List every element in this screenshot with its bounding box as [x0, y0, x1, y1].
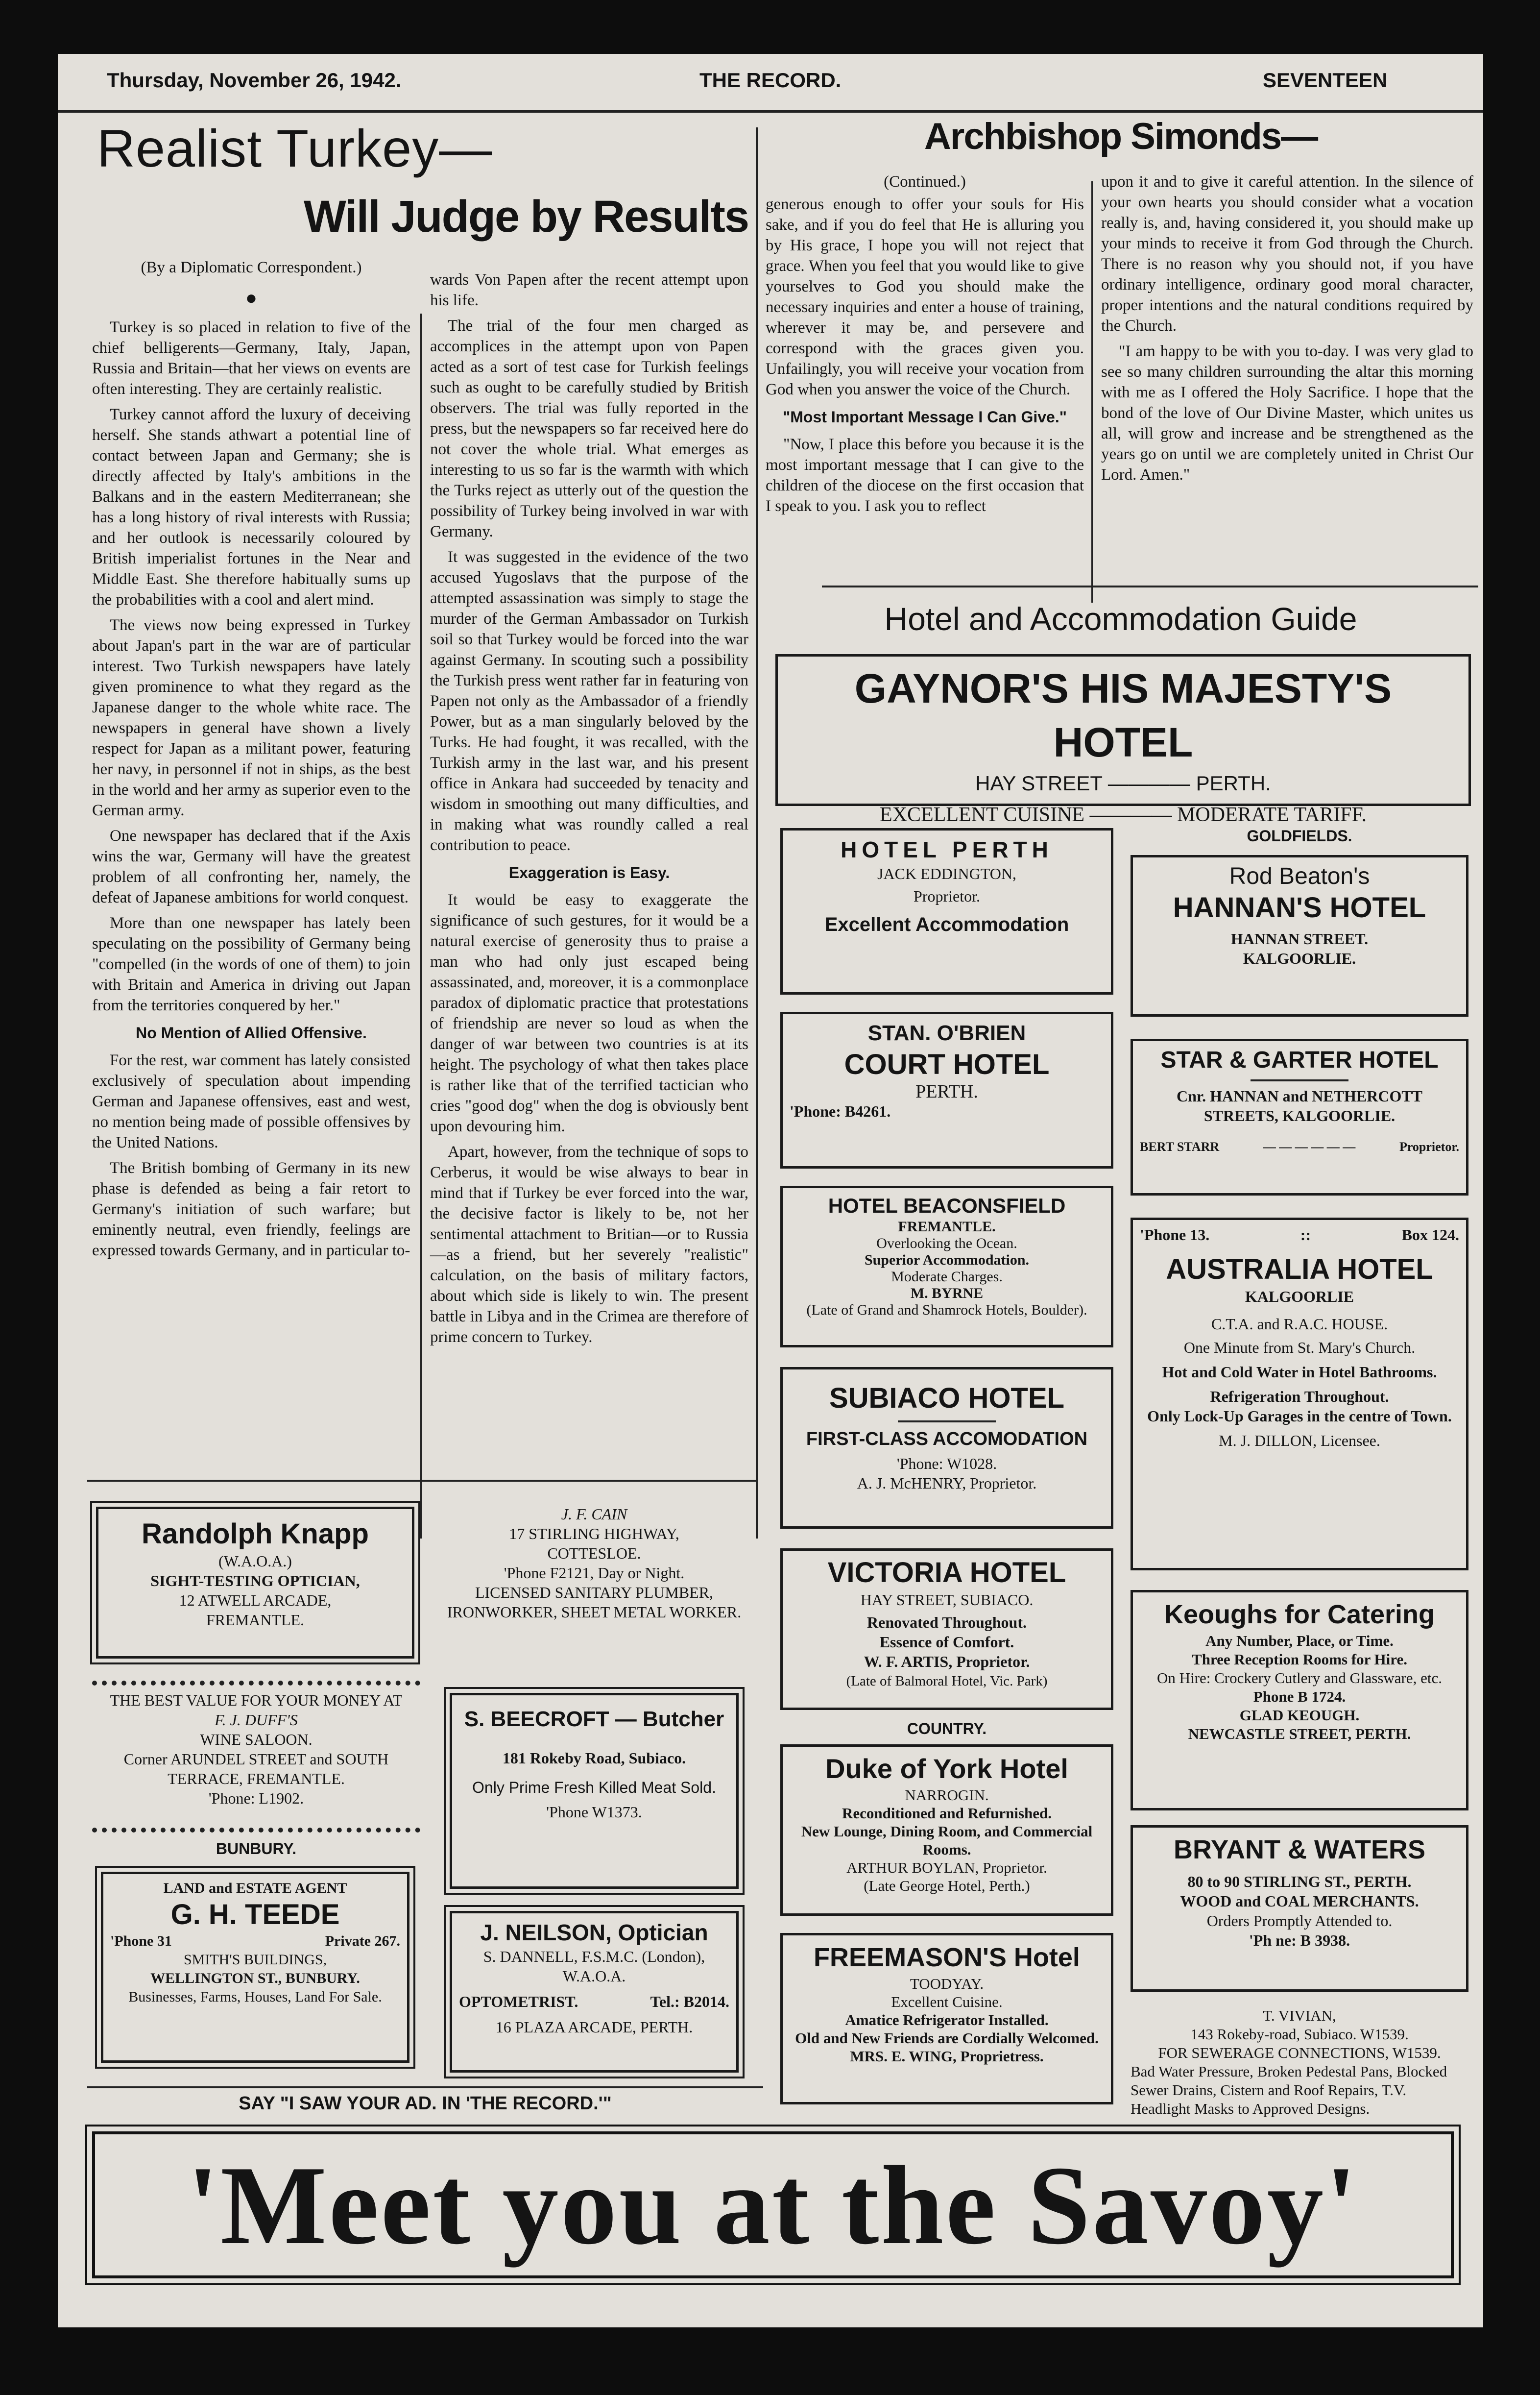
ad-hotel-beaconsfield[interactable] — [780, 1186, 1113, 1347]
ad-text: EXCELLENT CUISINE — [880, 804, 1085, 826]
ad-text: Excellent Cuisine. — [891, 1993, 1003, 2010]
ad-star-garter-hotel[interactable] — [1131, 1039, 1468, 1196]
paragraph: The views now being expressed in Turkey about Japan's part in the war are of particular interest. Two Turkish newspapers have lately given prominence to what they regard as the Japanese danger to the whole white race. The newspapers in general have shown a lively respect for Japan as a militant power, featuring her navy, in personnel if not in ships, as the best in the world and her army as superior even to the German army. — [92, 616, 410, 819]
paragraph: For the rest, war comment has lately consisted exclusively of speculation about impending German and Japanese offensives, east and west, no mention being made of possible offensives by the United Nations. — [92, 1051, 410, 1151]
paragraph: Turkey cannot afford the luxury of deceiving herself. She stands athwart a potential line of contact between Japan and Germany; she is directly affected by Italy's ambitions in the Balkans and in the eastern Mediterranean; she has a long history of rival interests with Russia; and her outlook is necessarily coloured by British imperialist fortunes in the Near and Middle East. She therefore habitually sums up the probabilities with a cool and alert mind. — [92, 406, 410, 609]
ad-text: HANNAN STREET. — [1230, 930, 1369, 948]
article-title: Realist Turkey— — [97, 119, 493, 178]
ad-hannans-hotel[interactable] — [1131, 855, 1468, 1017]
ad-text: NEWCASTLE STREET, PERTH. — [1188, 1725, 1411, 1742]
ad-text: Reconditioned and Refurnished. — [842, 1805, 1052, 1822]
ad-text: C.T.A. and R.A.C. HOUSE. — [1211, 1315, 1388, 1333]
ad-text: Only Prime Fresh Killed Meat Sold. — [472, 1779, 716, 1796]
paper-name: THE RECORD. — [699, 69, 842, 92]
ad-text: NARROGIN. — [905, 1786, 989, 1804]
ad-text: On Hire: Crockery Cutlery and Glassware, etc. — [1157, 1669, 1442, 1686]
ad-court-hotel[interactable] — [780, 1012, 1113, 1169]
ad-text: 'Phone F2121, Day or Night. — [504, 1564, 685, 1582]
ad-duke-of-york[interactable] — [780, 1744, 1113, 1916]
sub-heading: No Mention of Allied Offensive. — [136, 1024, 367, 1042]
ad-t-vivian[interactable] — [1131, 2006, 1468, 2124]
dashes: — — — — — — — [1263, 1140, 1356, 1154]
ad-text: 'Phone W1373. — [546, 1803, 642, 1821]
ad-text: PERTH. — [1196, 772, 1271, 795]
ad-name: VICTORIA HOTEL — [827, 1557, 1066, 1589]
ad-name: G. H. TEEDE — [170, 1899, 340, 1931]
ad-text: Hot and Cold Water in Hotel Bathrooms. — [1162, 1363, 1437, 1381]
article-column — [766, 171, 1084, 583]
ad-text: Tel.: B2014. — [650, 1993, 729, 2010]
ad-text: FOR SEWERAGE CONNECTIONS, W1539. — [1158, 2044, 1441, 2061]
ad-g-h-teede[interactable] — [101, 1872, 409, 2063]
section-rule — [87, 1480, 758, 1482]
article-column — [1101, 171, 1473, 583]
sub-heading: Exaggeration is Easy. — [508, 864, 670, 881]
ad-text: Private 267. — [325, 1933, 400, 1949]
ad-text: W. F. ARTIS, Proprietor. — [864, 1653, 1030, 1670]
section-label: COUNTRY. — [907, 1720, 987, 1737]
say-you-saw-ad: SAY "I SAW YOUR AD. IN 'THE RECORD.'" — [87, 2086, 763, 2114]
ad-name: SUBIACO HOTEL — [829, 1382, 1065, 1414]
ad-text: 80 to 90 STIRLING ST., PERTH. — [1187, 1873, 1412, 1890]
ad-s-beecroft[interactable] — [450, 1693, 739, 1889]
ad-text: Box 124. — [1401, 1226, 1459, 1244]
ad-text: KALGOORLIE — [1245, 1288, 1354, 1305]
ad-text: Moderate Charges. — [891, 1269, 1003, 1285]
ad-text: (Late of Grand and Shamrock Hotels, Boulder). — [806, 1302, 1087, 1318]
ad-text: Phone B 1724. — [1253, 1688, 1346, 1705]
ad-text: SMITH'S BUILDINGS, — [183, 1952, 327, 1968]
ad-text: LICENSED SANITARY PLUMBER, IRONWORKER, SHEET METAL WORKER. — [447, 1584, 742, 1621]
ad-name: F. J. DUFF'S — [215, 1711, 298, 1729]
ad-text: JACK EDDINGTON, — [877, 865, 1016, 882]
ad-text: Businesses, Farms, Houses, Land For Sale. — [128, 1989, 382, 2005]
article-column — [430, 269, 748, 1470]
article-title: Archbishop Simonds— — [924, 116, 1318, 157]
ad-text: Overlooking the Ocean. — [876, 1235, 1017, 1251]
ad-text: STAN. O'BRIEN — [867, 1021, 1026, 1045]
ad-text: 'Phone 13. — [1140, 1226, 1210, 1244]
ad-name: Keoughs for Catering — [1164, 1600, 1435, 1629]
ad-subiaco-hotel[interactable] — [780, 1367, 1113, 1529]
paragraph: "I am happy to be with you to-day. I was very glad to see so many children surrounding the altar this morning with me as I offered the Holy Sacrifice. I hope that the bond of the love of Our Divine Master, which unites us all, will grow and increase and be strengthened as the years go on until we are completely united in Christ Our Lord. Amen." — [1101, 342, 1473, 484]
ad-randolph-knapp[interactable] — [96, 1507, 414, 1659]
ad-name: HANNAN'S HOTEL — [1173, 892, 1426, 924]
ad-text: (Late of Balmoral Hotel, Vic. Park) — [846, 1673, 1048, 1689]
ad-text: 17 STIRLING HIGHWAY, — [509, 1525, 679, 1542]
ad-text: Excellent Accommodation — [824, 914, 1069, 935]
ad-text: :: — [1300, 1226, 1311, 1244]
ad-text: GLAD KEOUGH. — [1239, 1707, 1360, 1724]
ad-text: Corner ARUNDEL STREET and SOUTH TERRACE, FREMANTLE. — [123, 1750, 389, 1787]
ad-name: BRYANT & WATERS — [1173, 1835, 1426, 1864]
ad-australia-hotel[interactable] — [1131, 1218, 1468, 1570]
ad-text: MODERATE TARIFF. — [1177, 804, 1367, 826]
ad-j-f-cain[interactable] — [440, 1504, 748, 1661]
ad-text: 143 Rokeby-road, Subiaco. W1539. — [1190, 2026, 1409, 2043]
ad-name: COURT HOTEL — [844, 1049, 1050, 1080]
ad-text: Amatice Refrigerator Installed. — [845, 2011, 1049, 2028]
masthead — [58, 54, 1483, 113]
paragraph: Apart, however, from the technique of sops to Cerberus, it would be wise always to bear in mind that if Turkey be ever forced into the war, the decisive factor is likely to be, not her sentimental attachment to Britian—or to Russia—as a friend, but her severely "realistic" calculation, on the basis of military factors, about which side is likely to win. The present battle in Libya and in the Crimea are therefore of prime concern to Turkey. — [430, 1143, 748, 1346]
continued-note: (Continued.) — [884, 173, 966, 191]
ad-text: FIRST-CLASS ACCOMODATION — [806, 1429, 1088, 1449]
article-column — [92, 257, 410, 1467]
ad-text: ARTHUR BOYLAN, Proprietor. — [846, 1859, 1047, 1876]
ad-text: BERT STARR — [1140, 1140, 1220, 1154]
ad-text: Only Lock-Up Garages in the centre of Town. — [1147, 1407, 1452, 1425]
ad-text: Rod Beaton's — [1229, 863, 1370, 889]
section-label: BUNBURY. — [216, 1840, 297, 1857]
ad-text: One Minute from St. Mary's Church. — [1183, 1339, 1416, 1356]
ad-text: 'Ph ne: B 3938. — [1249, 1931, 1350, 1949]
ad-duffs-wine-saloon[interactable] — [92, 1681, 420, 1833]
ad-text: S. DANNELL, F.S.M.C. (London), — [483, 1948, 705, 1965]
paragraph: "Now, I place this before you because it is the most important message that I can give to the children of the diocese on the first occasion that I speak to you. I ask you to reflect — [766, 436, 1084, 515]
ad-text: HAY STREET, SUBIACO. — [860, 1591, 1034, 1609]
ad-text: WOOD and COAL MERCHANTS. — [1180, 1892, 1419, 1910]
ad-text: Renovated Throughout. — [867, 1613, 1027, 1631]
ad-text: Essence of Comfort. — [879, 1633, 1014, 1651]
section-label: GOLDFIELDS. — [1247, 827, 1352, 845]
ad-text: W.A.O.A. — [562, 1967, 626, 1985]
paragraph: wards Von Papen after the recent attempt upon his life. — [430, 271, 748, 309]
ad-text: SIGHT-TESTING OPTICIAN, — [150, 1572, 360, 1589]
ad-name: J. NEILSON, Optician — [480, 1920, 708, 1945]
ad-text: Old and New Friends are Cordially Welcomed. — [795, 2029, 1099, 2047]
ad-savoy-banner[interactable]: 'Meet you at the Savoy' — [92, 2131, 1454, 2278]
ad-text: FREMANTLE. — [898, 1219, 996, 1235]
sub-heading: "Most Important Message I Can Give." — [783, 408, 1067, 426]
ad-freemasons-hotel[interactable] — [780, 1933, 1113, 2104]
ad-text: 'Phone 31 — [110, 1933, 172, 1949]
ad-text: 12 ATWELL ARCADE, — [179, 1591, 332, 1609]
ad-text: Cnr. HANNAN and NETHERCOTT STREETS, KALGOORLIE. — [1176, 1087, 1423, 1124]
column-rule — [1091, 181, 1093, 603]
newspaper-page — [58, 54, 1483, 2327]
ad-hotel-perth[interactable] — [780, 828, 1113, 995]
bullet-dot: ● — [245, 287, 258, 309]
ad-name: S. BEECROFT — Butcher — [464, 1707, 724, 1731]
ad-text: 16 PLAZA ARCADE, PERTH. — [495, 2018, 693, 2036]
ad-name: HOTEL PERTH — [841, 837, 1053, 862]
paragraph: generous enough to offer your souls for His sake, and if you do feel that He is alluring you by His grace, I hope you will not reject that grace. When you feel that you would like to give yourselves to God you should make the necessary inquiries and enter a house of training, wherever it may be, and persevere and correspond with the graces given you. Unfailingly, you will receive your vocation from God when you answer the voice of the Church. — [766, 196, 1084, 398]
ad-text: Orders Promptly Attended to. — [1206, 1912, 1393, 1930]
ad-text: PERTH. — [915, 1081, 978, 1102]
page-number: SEVENTEEN — [1263, 69, 1388, 92]
ad-name: HOTEL BEACONSFIELD — [828, 1194, 1066, 1217]
paragraph: More than one newspaper has lately been speculating on the possibility of Germany being "compelled (in the words of one of them) to join with Britain and America in driving out Japan from the territories conquered by her." — [92, 914, 410, 1014]
paragraph: The trial of the four men charged as accomplices in the attempt upon von Papen acted as a sort of test case for Turkish feelings such as ought to be carefully studied by British observers. The trial was fully reported in the press, but the newspapers so far received here do not cover the whole trial. What emerges as interesting to us so far is the warmth with which the Turks reject as utterly out of the question the possibility of Turkey being involved in war with Germany. — [430, 317, 748, 540]
column-rule — [420, 314, 422, 1539]
ad-text: M. J. DILLON, Licensee. — [1219, 1432, 1380, 1449]
paragraph: The British bombing of Germany in its new phase is defended as being a fair retort to Germany's initiation of such warfare; but eminently neutral, even friendly, feelings are expressed towards Germany, and in particular to- — [92, 1159, 410, 1259]
article-byline: (By a Diplomatic Correspondent.) — [141, 259, 362, 276]
divider — [1251, 1079, 1348, 1081]
divider — [898, 1420, 996, 1422]
ad-text: M. BYRNE — [910, 1285, 984, 1301]
ad-text: TOODYAY. — [910, 1975, 984, 1992]
ad-text: OPTOMETRIST. — [459, 1993, 578, 2010]
ad-name: Duke of York Hotel — [825, 1753, 1068, 1784]
paragraph: It would be easy to exaggerate the significance of such gestures, for it would be a natural exercise of generosity thus to praise a man who had only just escaped being assassinated, and, moreover, it is a commonplace paradox of diplomatic practice that protestations of friendship are never so loud as when the danger of war between two countries is at its height. The psychology of what then takes place is rather like that of the terrified tactician who cries "good dog" when the dog is obviously bent upon devouring him. — [430, 891, 748, 1135]
ad-victoria-hotel[interactable] — [780, 1548, 1113, 1710]
ad-text: LAND and ESTATE AGENT — [163, 1880, 347, 1896]
ad-name: STAR & GARTER HOTEL — [1160, 1047, 1439, 1073]
ad-text: A. J. McHENRY, Proprietor. — [857, 1474, 1037, 1492]
ad-text: WELLINGTON ST., BUNBURY. — [150, 1970, 360, 1986]
ad-name: AUSTRALIA HOTEL — [1166, 1253, 1433, 1285]
ad-text: Proprietor. — [1399, 1140, 1459, 1154]
ad-name: T. VIVIAN, — [1263, 2007, 1336, 2024]
ad-name: FREEMASON'S Hotel — [814, 1943, 1080, 1972]
ad-text: Any Number, Place, or Time. — [1205, 1632, 1394, 1649]
ad-text: 'Phone: W1028. — [896, 1455, 997, 1472]
ad-text: 'Phone: B4261. — [790, 1102, 891, 1120]
ad-text: COTTESLOE. — [547, 1544, 641, 1562]
ad-text: (Late George Hotel, Perth.) — [864, 1877, 1030, 1894]
ad-text: New Lounge, Dining Room, and Commercial Rooms. — [801, 1823, 1093, 1858]
ad-name: Randolph Knapp — [142, 1518, 369, 1550]
paragraph: upon it and to give it careful attention. In the silence of your own hearts you should consider what a vocation really is, and, having considered it, you should make up your minds to receive it from God through the Church. There is no reason why you should not, if you have ordinary intelligence, ordinary good moral character, proper intentions and the natural conditions required by the Church. — [1101, 173, 1473, 335]
section-rule — [822, 586, 1478, 587]
paragraph: Turkey is so placed in relation to five of the chief belligerents—Germany, Italy, Japan, Russia and Britain—that her views on events are often interesting. They are certainly realistic. — [92, 318, 410, 398]
ad-text: Proprietor. — [914, 887, 980, 905]
paragraph: It was suggested in the evidence of the two accused Yugoslavs that the purpose of the attempted assassination was simply to stage the murder of the German Ambassador on Turkish soil so that Turkey would be forced into the war against Germany. In scouting such a possibility the Turkish press went rather far in featuring von Papen not only as the Ambassador of a friendly Power, but as a man singularly beloved by the Turks. He had fought, it was recalled, with the Turkish army in the last war, and his present office in Ankara had succeeded by tenacity and wisdom in smoothing out many difficulties, and in making what was roundly called a real contribution to peace. — [430, 548, 748, 854]
ad-text: KALGOORLIE. — [1243, 950, 1356, 967]
paragraph: One newspaper has declared that if the Axis wins the war, Germany will have the greatest problem of all confronting her, namely, the defeat of Japanese ambitions for world conquest. — [92, 827, 410, 906]
ad-keoughs-catering[interactable] — [1131, 1590, 1468, 1810]
ad-bryant-waters[interactable] — [1131, 1825, 1468, 1992]
ad-name: J. F. CAIN — [561, 1505, 627, 1523]
ad-text: Three Reception Rooms for Hire. — [1192, 1651, 1407, 1668]
ad-text: (W.A.O.A.) — [218, 1552, 292, 1570]
ad-text: 181 Rokeby Road, Subiaco. — [502, 1749, 686, 1767]
ad-j-neilson-optician[interactable] — [450, 1911, 739, 2073]
ad-text: FREMANTLE. — [206, 1611, 304, 1629]
ad-text: WINE SALOON. — [200, 1731, 313, 1748]
ad-text: THE BEST VALUE FOR YOUR MONEY AT — [110, 1691, 403, 1709]
ad-text: Bad Water Pressure, Broken Pedestal Pans, Blocked Sewer Drains, Cistern and Roof Repairs, T.V. Headlight Masks to Approved Designs. — [1131, 2063, 1447, 2117]
ad-text: Superior Accommodation. — [864, 1252, 1030, 1268]
issue-date: Thursday, November 26, 1942. — [107, 69, 402, 92]
ad-text: Refrigeration Throughout. — [1210, 1388, 1389, 1405]
guide-title: Hotel and Accommodation Guide — [884, 601, 1357, 637]
ad-text: 'Phone: L1902. — [208, 1789, 304, 1807]
column-rule — [756, 127, 758, 1539]
ad-text: MRS. E. WING, Proprietress. — [850, 2048, 1044, 2065]
ad-text: HAY STREET — [975, 772, 1103, 795]
ad-name: GAYNOR'S HIS MAJESTY'S HOTEL — [854, 665, 1392, 765]
article-subtitle: Will Judge by Results — [303, 192, 748, 242]
ad-gaynors-hotel[interactable]: GAYNOR'S HIS MAJESTY'S HOTEL HAY STREET ———— PERTH. EXCELLENT CUISINE ———— MODERATE TARIFF. — [775, 654, 1471, 806]
